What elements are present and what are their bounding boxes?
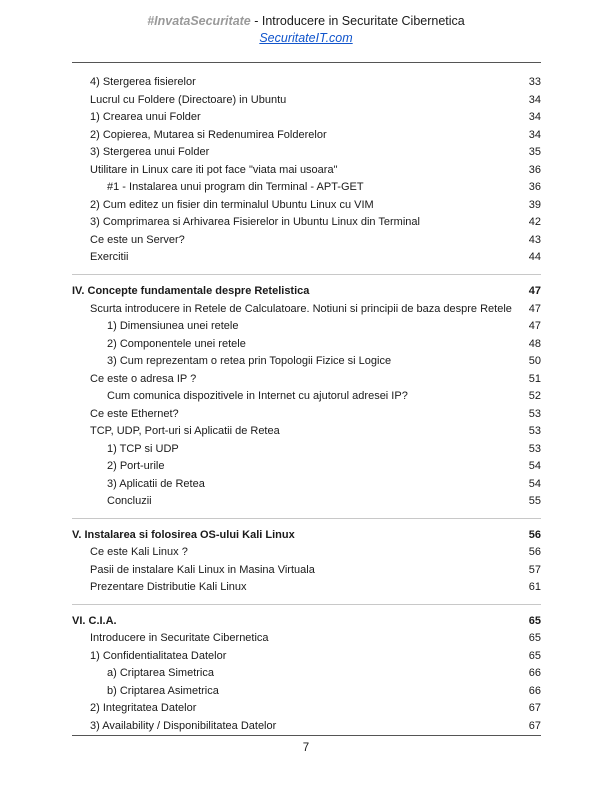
toc-entry-page: 66: [528, 667, 541, 679]
toc-entry-page: 53: [528, 407, 541, 420]
toc-entry[interactable]: [72, 493, 541, 511]
toc-entry-page: 47: [528, 284, 541, 297]
toc-entry-label: 1) Confidentialitatea Datelor: [90, 649, 227, 662]
toc-entry[interactable]: [72, 92, 541, 110]
toc-entry-label: 1) Dimensiunea unei retele: [107, 320, 239, 332]
toc-entry[interactable]: [72, 353, 541, 371]
toc-entry-page: 56: [528, 546, 541, 558]
toc-entry-page: 52: [528, 390, 541, 402]
toc-entry-label: 3) Stergerea unui Folder: [90, 146, 210, 158]
toc-section-heading[interactable]: [72, 283, 541, 301]
page-number: 7: [302, 742, 310, 754]
toc-entry-label: 1) Crearea unui Folder: [90, 111, 201, 123]
toc-entry[interactable]: [72, 336, 541, 354]
toc-entry-label: a) Criptarea Simetrica: [107, 667, 214, 679]
toc-entry-label: 2) Port-urile: [107, 460, 165, 472]
toc-entry-label: b) Criptarea Asimetrica: [107, 684, 219, 697]
toc-entry-page: 67: [528, 702, 541, 714]
toc-entry[interactable]: [72, 700, 541, 718]
toc-entry-page: 67: [528, 719, 541, 732]
toc-entry-page: 53: [528, 442, 541, 455]
toc-section-heading[interactable]: [72, 527, 541, 545]
toc-entry-page: 44: [528, 251, 541, 263]
toc-entry-label: Ce este un Server?: [90, 233, 185, 246]
toc-entry[interactable]: [72, 214, 541, 232]
toc-entry[interactable]: [72, 683, 541, 701]
toc-entry[interactable]: [72, 718, 541, 736]
toc-entry-label: Pasii de instalare Kali Linux in Masina Virtuala: [90, 563, 315, 576]
toc-entry-page: 39: [528, 198, 541, 211]
toc-entry[interactable]: [72, 371, 541, 389]
header-hashtag: #InvataSecuritate: [147, 14, 251, 28]
toc-entry-page: 53: [528, 425, 541, 437]
toc-entry-page: 36: [528, 181, 541, 193]
toc-entry-label: TCP, UDP, Port-uri si Aplicatii de Retea: [90, 425, 280, 437]
toc-entry-page: 56: [528, 528, 541, 541]
toc-entry-label: 3) Availability / Disponibilitatea Datelor: [90, 719, 277, 732]
toc-section-heading[interactable]: [72, 613, 541, 631]
page-header: [0, 13, 612, 47]
toc-entry-label: Introducere in Securitate Cibernetica: [90, 632, 269, 644]
toc-entry[interactable]: [72, 162, 541, 180]
toc-entry-label: 2) Copierea, Mutarea si Redenumirea Folderelor: [90, 128, 327, 141]
toc-entry[interactable]: [72, 562, 541, 580]
toc-entry[interactable]: [72, 458, 541, 476]
footer-divider: [72, 735, 541, 736]
toc-entry-label: Lucrul cu Foldere (Directoare) in Ubuntu: [90, 93, 287, 106]
toc-entry-page: 65: [528, 614, 541, 627]
toc-entry-label: 2) Componentele unei retele: [107, 337, 246, 350]
toc-entry[interactable]: [72, 179, 541, 197]
toc-entry[interactable]: [72, 388, 541, 406]
toc-entry[interactable]: [72, 232, 541, 250]
toc-entry-label: 3) Comprimarea si Arhivarea Fisierelor in Ubuntu Linux din Terminal: [90, 216, 420, 228]
toc-entry-page: 47: [528, 320, 541, 332]
header-website-link[interactable]: SecuritateIT.com: [259, 31, 353, 45]
toc-entry-page: 34: [528, 111, 541, 123]
toc-entry-page: 51: [528, 372, 541, 385]
toc-entry-label: #1 - Instalarea unui program din Terminal - APT-GET: [107, 181, 364, 193]
toc-entry[interactable]: [72, 630, 541, 648]
toc-entry-label: IV. Concepte fundamentale despre Retelistica: [72, 284, 310, 297]
toc-entry-label: 3) Aplicatii de Retea: [107, 477, 205, 490]
toc-entry[interactable]: [72, 544, 541, 562]
toc-entry-page: 43: [528, 233, 541, 246]
table-of-contents: [72, 74, 541, 735]
toc-entry[interactable]: [72, 74, 541, 92]
toc-entry[interactable]: [72, 579, 541, 597]
toc-entry-page: 48: [528, 337, 541, 350]
toc-entry[interactable]: [72, 249, 541, 267]
toc-entry-page: 34: [528, 128, 541, 141]
toc-entry-page: 54: [528, 477, 541, 490]
header-divider: [72, 62, 541, 63]
toc-entry-page: 36: [528, 163, 541, 176]
toc-entry[interactable]: [72, 109, 541, 127]
toc-entry-label: Ce este o adresa IP ?: [90, 372, 197, 385]
toc-entry-label: 3) Cum reprezentam o retea prin Topologii Fizice si Logice: [107, 355, 392, 367]
toc-entry-label: Prezentare Distributie Kali Linux: [90, 581, 247, 593]
toc-entry-page: 65: [528, 649, 541, 662]
toc-entry-label: Scurta introducere in Retele de Calculatoare. Notiuni si principii de baza despre Retele: [90, 303, 512, 315]
toc-entry-label: Ce este Kali Linux ?: [90, 546, 188, 558]
toc-entry[interactable]: [72, 476, 541, 494]
toc-entry-label: Utilitare in Linux care iti pot face "viata mai usoara": [90, 163, 338, 176]
toc-entry[interactable]: [72, 197, 541, 215]
toc-entry[interactable]: [72, 648, 541, 666]
toc-entry-page: 57: [528, 563, 541, 576]
toc-entry-page: 55: [528, 495, 541, 507]
toc-entry-label: 4) Stergerea fisierelor: [90, 76, 196, 88]
toc-entry-page: 61: [528, 581, 541, 593]
toc-entry-label: Ce este Ethernet?: [90, 407, 179, 420]
toc-entry-label: V. Instalarea si folosirea OS-ului Kali Linux: [72, 528, 295, 541]
toc-entry[interactable]: [72, 127, 541, 145]
toc-entry-page: 35: [528, 146, 541, 158]
toc-entry[interactable]: [72, 665, 541, 683]
toc-entry-page: 66: [528, 684, 541, 697]
section-separator: [72, 274, 541, 275]
toc-entry-page: 50: [528, 355, 541, 367]
toc-entry[interactable]: [72, 441, 541, 459]
toc-entry[interactable]: [72, 406, 541, 424]
toc-entry[interactable]: [72, 423, 541, 441]
toc-entry-page: 42: [528, 216, 541, 228]
header-title: - Introducere in Securitate Cibernetica: [250, 14, 465, 28]
toc-entry[interactable]: [72, 300, 541, 318]
toc-entry-label: Cum comunica dispozitivele in Internet cu ajutorul adresei IP?: [107, 390, 408, 402]
toc-entry-label: 2) Cum editez un fisier din terminalul Ubuntu Linux cu VIM: [90, 198, 374, 211]
toc-entry-page: 47: [528, 303, 541, 315]
toc-entry-page: 54: [528, 460, 541, 472]
toc-entry-page: 34: [528, 93, 541, 106]
toc-entry-page: 33: [528, 76, 541, 88]
toc-entry[interactable]: [72, 144, 541, 162]
section-separator: [72, 604, 541, 605]
toc-entry-label: 1) TCP si UDP: [107, 442, 179, 455]
toc-entry-page: 65: [528, 632, 541, 644]
toc-entry-label: 2) Integritatea Datelor: [90, 702, 197, 714]
toc-entry[interactable]: [72, 318, 541, 336]
section-separator: [72, 518, 541, 519]
toc-entry-label: Exercitii: [90, 251, 129, 263]
toc-entry-label: Concluzii: [107, 495, 152, 507]
toc-entry-label: VI. C.I.A.: [72, 614, 117, 627]
